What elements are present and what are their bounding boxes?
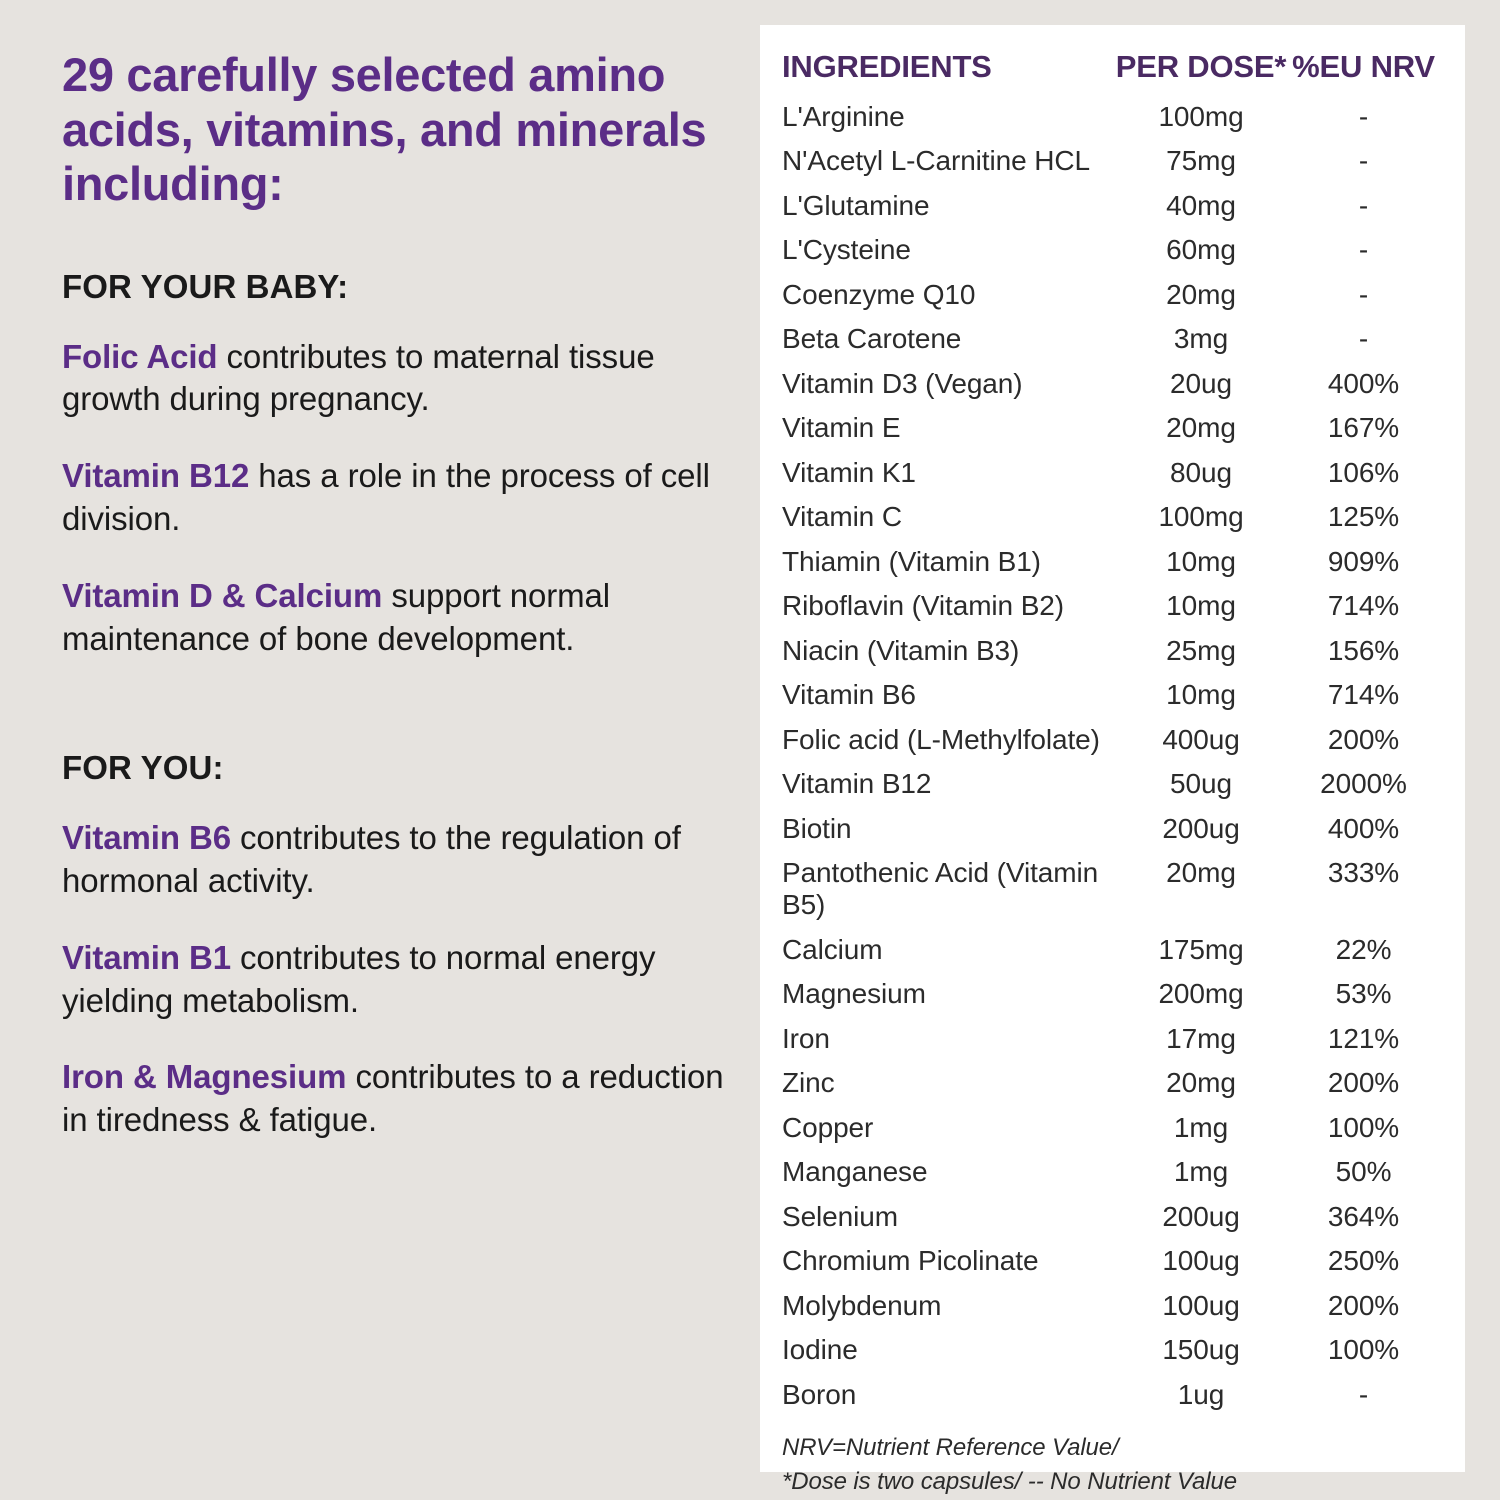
ingredient-dose: 10mg [1166,679,1236,711]
table-row [782,273,1437,317]
table-row [782,139,1437,183]
ingredient-nrv: 909% [1327,545,1400,577]
ingredient-nrv: 200% [1327,723,1400,755]
footnote-line-1: NRV=Nutrient Reference Value/ [782,1434,1119,1462]
table-header [782,49,1437,95]
table-row [782,762,1437,806]
ingredient-name: Vitamin K1 [782,456,916,488]
ingredient-name: Calcium [782,933,883,965]
section-spacer [62,695,724,749]
benefit-item [62,937,724,1023]
benefit-highlight: Vitamin B12 [62,457,250,495]
table-row [782,718,1437,762]
ingredient-name: Magnesium [782,978,926,1010]
ingredient-nrv: 100% [1327,1111,1400,1143]
table-row [782,184,1437,228]
column-header-ingredients: INGREDIENTS [782,49,992,84]
ingredient-name: Vitamin B6 [782,679,916,711]
ingredient-dose: 20mg [1166,278,1236,310]
benefit-text: contributes to the regulation of hormonal activity. [62,818,681,899]
ingredient-dose: 60mg [1166,234,1236,266]
ingredient-nrv: 200% [1327,1289,1400,1321]
ingredient-name: Copper [782,1111,874,1143]
ingredient-name: Biotin [782,812,852,844]
section-heading-baby: FOR YOUR BABY: [62,267,349,305]
benefit-item [62,575,724,661]
table-row [782,1017,1437,1061]
table-row [782,673,1437,717]
benefit-highlight: Vitamin B6 [62,818,231,856]
ingredient-dose: 400ug [1162,723,1240,755]
ingredient-nrv: 2000% [1320,768,1407,800]
ingredient-nrv: 156% [1327,634,1400,666]
page-title: 29 carefully selected amino acids, vitamins, and minerals including: [62,48,707,211]
ingredient-dose: 17mg [1166,1022,1236,1054]
ingredient-nrv: 400% [1327,812,1400,844]
table-body [782,95,1437,1417]
ingredient-dose: 200mg [1158,978,1244,1010]
table-row [782,928,1437,972]
benefit-item [62,336,724,422]
ingredient-nrv: 714% [1327,590,1400,622]
nutrition-table [782,49,1437,1417]
table-row [782,1195,1437,1239]
ingredient-nrv: 400% [1327,367,1400,399]
table-row [782,228,1437,272]
ingredient-nrv: 22% [1335,933,1392,965]
ingredient-nrv: 50% [1335,1156,1392,1188]
ingredient-name: Niacin (Vitamin B3) [782,634,1020,666]
table-row [782,1150,1437,1194]
ingredient-nrv: - [1358,234,1369,266]
table-row [782,451,1437,495]
benefit-highlight: Iron & Magnesium [62,1058,347,1096]
table-footnote [782,1431,1437,1498]
ingredient-name: Beta Carotene [782,323,962,355]
ingredient-dose: 200ug [1162,1200,1240,1232]
ingredient-dose: 100mg [1158,501,1244,533]
ingredient-name: Vitamin E [782,412,901,444]
ingredient-name: Riboflavin (Vitamin B2) [782,590,1064,622]
table-row [782,540,1437,584]
ingredient-nrv: - [1358,278,1369,310]
ingredient-nrv: 200% [1327,1067,1400,1099]
ingredient-nrv: - [1358,189,1369,221]
ingredient-name: Folic acid (L-Methylfolate) [782,723,1100,755]
benefit-item [62,817,724,903]
benefit-highlight: Vitamin D & Calcium [62,577,383,615]
table-row [782,1106,1437,1150]
ingredient-name: Zinc [782,1067,835,1099]
ingredient-nrv: - [1358,1378,1369,1410]
table-row [782,495,1437,539]
ingredient-nrv: 250% [1327,1245,1400,1277]
column-header-eu-nrv: %EU NRV [1292,49,1435,84]
benefit-text: contributes to a reduction in tiredness & fatigue. [62,1058,724,1139]
benefits-column [62,48,724,1176]
ingredient-name: Vitamin C [782,501,902,533]
ingredient-nrv: 125% [1327,501,1400,533]
benefit-item [62,455,724,541]
table-row [782,1284,1437,1328]
ingredient-nrv: 714% [1327,679,1400,711]
section-for-your-baby [62,268,724,661]
ingredient-dose: 75mg [1166,145,1236,177]
ingredient-nrv: 100% [1327,1334,1400,1366]
table-row [782,1061,1437,1105]
ingredient-dose: 50ug [1170,768,1232,800]
ingredient-dose: 150ug [1162,1334,1240,1366]
table-row [782,584,1437,628]
column-header-per-dose: PER DOSE* [1115,49,1287,84]
ingredient-nrv: - [1358,101,1369,132]
ingredient-name: Boron [782,1378,857,1410]
ingredient-nrv: 121% [1327,1022,1400,1054]
ingredient-nrv: 106% [1327,456,1400,488]
ingredient-dose: 10mg [1166,545,1236,577]
ingredient-nrv: 167% [1327,412,1400,444]
ingredient-name: L'Cysteine [782,234,911,266]
ingredient-dose: 80ug [1170,456,1232,488]
benefit-text: contributes to normal energy yielding metabolism. [62,938,656,1019]
ingredient-name: Selenium [782,1200,898,1232]
benefit-highlight: Folic Acid [62,337,218,375]
table-row [782,972,1437,1016]
ingredient-name: L'Glutamine [782,189,930,221]
ingredient-name: Manganese [782,1156,928,1188]
ingredient-name: Molybdenum [782,1289,942,1321]
ingredient-name: Chromium Picolinate [782,1245,1039,1277]
table-row [782,1328,1437,1372]
table-row [782,807,1437,851]
table-row [782,1239,1437,1283]
benefit-text: support normal maintenance of bone development. [62,577,611,657]
ingredient-name: Pantothenic Acid (Vitamin B5) [782,856,1099,921]
ingredient-nrv: 53% [1335,978,1392,1010]
benefit-item [62,1056,724,1142]
ingredient-dose: 20ug [1170,367,1232,399]
ingredient-nrv: - [1358,323,1369,355]
ingredient-dose: 100ug [1162,1289,1240,1321]
ingredient-name: Vitamin D3 (Vegan) [782,367,1023,399]
table-row [782,1373,1437,1417]
ingredient-dose: 20mg [1166,1067,1236,1099]
ingredient-nrv: - [1358,145,1369,177]
ingredient-dose: 1mg [1173,1111,1229,1143]
table-row [782,629,1437,673]
ingredient-dose: 100mg [1158,101,1244,132]
benefit-text: has a role in the process of cell division. [62,457,710,538]
nutrition-panel [760,25,1465,1495]
ingredient-dose: 1ug [1177,1378,1225,1410]
ingredient-name: Coenzyme Q10 [782,278,976,310]
ingredient-name: L'Arginine [782,101,905,132]
table-row [782,851,1437,928]
ingredient-name: N'Acetyl L-Carnitine HCL [782,145,1090,177]
ingredient-dose: 3mg [1173,323,1229,355]
ingredient-dose: 40mg [1166,189,1236,221]
table-row [782,406,1437,450]
ingredient-dose: 10mg [1166,590,1236,622]
ingredient-nrv: 364% [1327,1200,1400,1232]
table-row [782,317,1437,361]
table-header-row [782,49,1437,95]
ingredient-name: Iodine [782,1334,858,1366]
ingredient-nrv: 333% [1327,856,1400,888]
table-row [782,362,1437,406]
table-row [782,95,1437,139]
footnote-line-2: *Dose is two capsules/ -- No Nutrient Value [782,1467,1238,1495]
section-heading-you: FOR YOU: [62,748,224,786]
ingredient-name: Vitamin B12 [782,768,932,800]
ingredient-dose: 200ug [1162,812,1240,844]
ingredient-dose: 175mg [1158,933,1244,965]
benefit-text: contributes to maternal tissue growth during pregnancy. [62,337,655,418]
ingredient-dose: 20mg [1166,412,1236,444]
ingredient-name: Iron [782,1022,830,1054]
ingredient-dose: 20mg [1166,856,1236,888]
section-for-you [62,749,724,1142]
ingredient-dose: 1mg [1173,1156,1229,1188]
ingredient-dose: 100ug [1162,1245,1240,1277]
benefit-highlight: Vitamin B1 [62,938,231,976]
ingredient-dose: 25mg [1166,634,1236,666]
ingredient-name: Thiamin (Vitamin B1) [782,545,1041,577]
